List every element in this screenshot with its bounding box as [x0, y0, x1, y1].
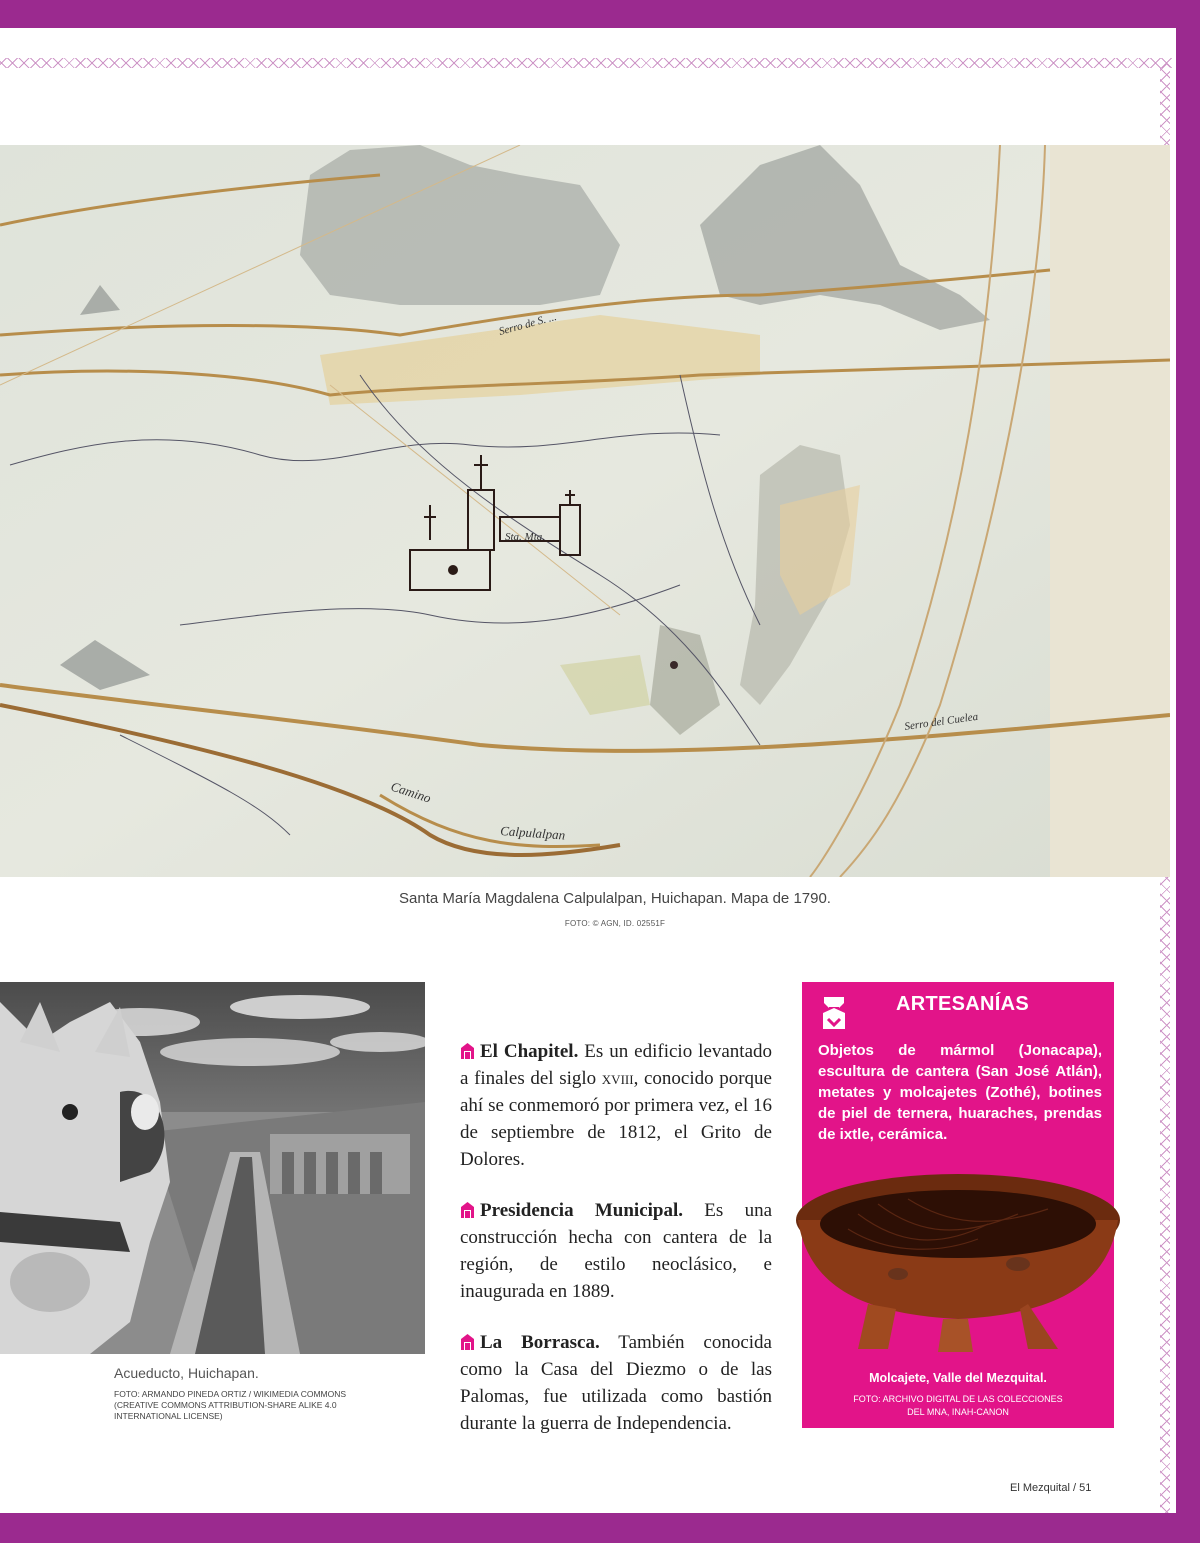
molcajete-photo [788, 1154, 1128, 1354]
chapel-icon [460, 1043, 475, 1059]
map-label-sta-mta: Sta. Mta. [505, 531, 546, 543]
horse-aqueduct-photo [0, 982, 425, 1354]
entry-title: Presidencia Municipal. [480, 1200, 684, 1221]
entry-presidencia-municipal: Presidencia Municipal. Es una construcción hecha con cantera de la región, de estilo neoclásico, e inaugurada en 1889. [460, 1200, 773, 1302]
map-label-camino: Camino [389, 778, 433, 806]
attractions-list [460, 1038, 772, 1461]
horse-credit: FOTO: ARMANDO PINEDA ORTIZ / WIKIMEDIA COMMONS (CREATIVE COMMONS ATTRIBUTION-SHARE ALIKE 4.0 INTERNATIONAL LICENSE) [114, 1389, 347, 1421]
molcajete-caption: Molcajete, Valle del Mezquital. [869, 1371, 1047, 1385]
entry-el-chapitel: El Chapitel. Es un edificio levantado a finales del siglo xviii, conocido porque ahí se conmemoró por primera vez, el 16 de septiembre de 1812, el Grito de Dolores. [460, 1041, 773, 1170]
chapel-icon [460, 1202, 475, 1218]
map-label-serro-cuelea: Serro del Cuelea [903, 710, 979, 733]
chapel-icon [460, 1334, 475, 1350]
map-label-serro-s: Serro de S. ... [497, 310, 558, 338]
horse-caption: Acueducto, Huichapan. [114, 1365, 259, 1381]
artesania-icon [820, 995, 848, 1031]
map-credit: FOTO: © AGN, ID. 02551F [564, 919, 666, 928]
artesanias-text: Objetos de mármol (Jonacapa), escultura de cantera (San José Atlán), metates y molcajetes (Zothé), botines de piel de ternera, huaraches, prendas de ixtle, cerámica. [818, 1042, 1102, 1143]
molcajete-credit: FOTO: ARCHIVO DIGITAL DE LAS COLECCIONES DEL MNA, INAH-CANON [853, 1394, 1063, 1417]
historic-map-image [0, 145, 1170, 877]
artesanias-title: ARTESANÍAS [896, 993, 1030, 1015]
map-caption: Santa María Magdalena Calpulalpan, Huichapan. Mapa de 1790. [399, 890, 831, 907]
entry-la-borrasca: La Borrasca. También conocida como la Casa del Diezmo o de las Palomas, fue utilizada como bastión durante la guerra de Independencia. [460, 1332, 772, 1434]
entry-title: La Borrasca. [480, 1332, 600, 1353]
entry-title: El Chapitel. [480, 1041, 579, 1062]
artesanias-box [802, 982, 1114, 1428]
map-label-calpulalpan: Calpulalpan [499, 823, 566, 843]
page-folio: El Mezquital / 51 [1010, 1482, 1092, 1494]
decorative-border-top [0, 58, 1172, 68]
